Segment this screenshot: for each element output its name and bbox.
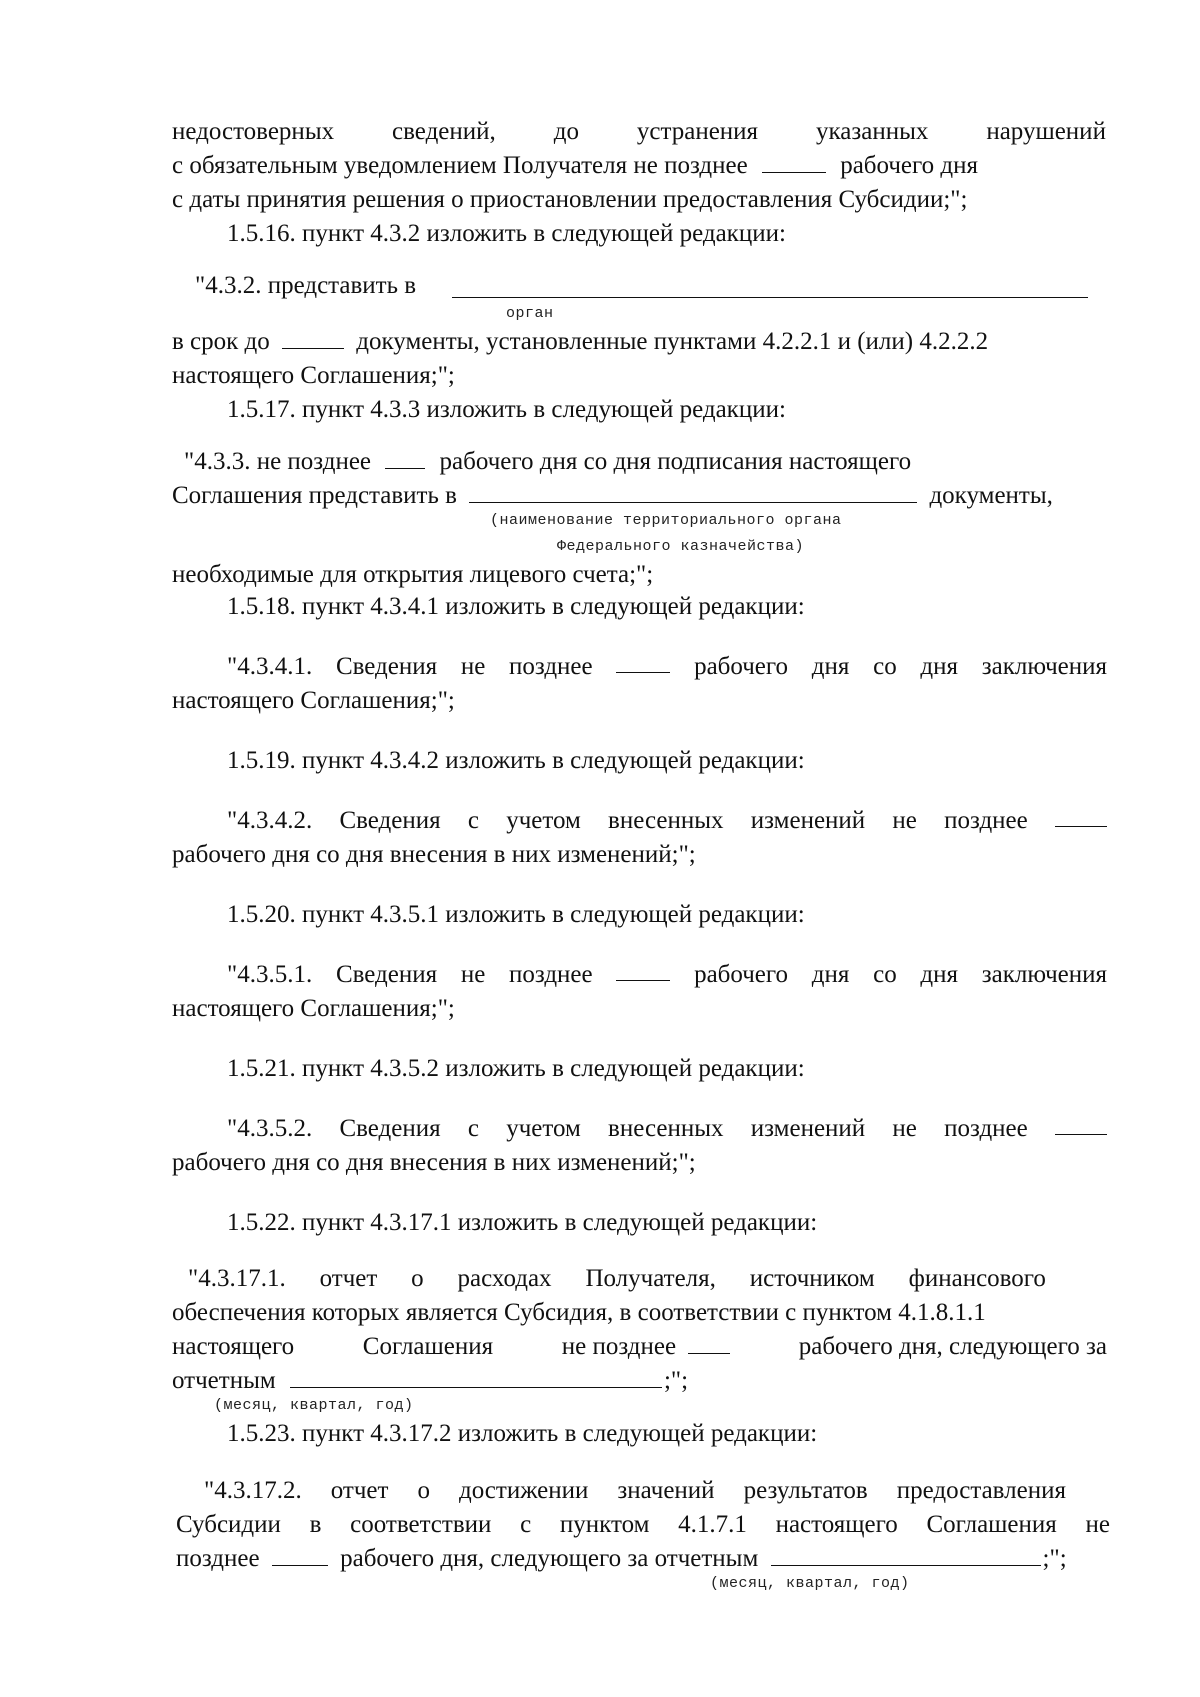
word: о (417, 1477, 430, 1504)
word: пунктом (559, 1511, 650, 1538)
blank-field (616, 960, 670, 981)
word: рабочего (694, 653, 789, 680)
text-fragment: Соглашения (362, 1333, 494, 1360)
item-1-5-21-line-1 (227, 1114, 1107, 1144)
text-fragment: рабочего дня, следующего за (798, 1333, 1107, 1360)
text-fragment: не позднее (562, 1332, 730, 1362)
word: дня (920, 961, 959, 988)
word: дня (811, 961, 850, 988)
item-1-5-23-line-2 (176, 1510, 1110, 1540)
caption-period: (месяц, квартал, год) (710, 1575, 910, 1592)
word: недостоверных (172, 118, 335, 145)
word: "4.3.5.2. (227, 1115, 313, 1142)
item-1-5-20-line-2: настоящего Соглашения;"; (172, 995, 455, 1022)
word: отчет (330, 1477, 389, 1504)
word: Сведения (335, 961, 438, 988)
item-1-5-22-heading: 1.5.22. пункт 4.3.17.1 изложить в следующей редакции: (227, 1209, 818, 1236)
item-1-5-18-line-2: настоящего Соглашения;"; (172, 687, 455, 714)
item-1-5-20-line-1 (227, 960, 1107, 990)
word: нарушений (986, 118, 1106, 145)
text-fragment: ;"; (663, 1367, 689, 1394)
word: "4.3.4.2. (227, 807, 313, 834)
blank-field (762, 152, 826, 173)
organ-blank (452, 297, 1088, 298)
item-1-5-22-line-4 (172, 1366, 688, 1396)
blank-field (1055, 806, 1107, 827)
item-1-5-17-line-1 (184, 447, 911, 477)
word: 4.1.7.1 (678, 1511, 747, 1538)
blank-field (290, 1367, 662, 1388)
text-fragment: рабочего дня (840, 152, 979, 179)
word: Сведения (335, 653, 438, 680)
word: расходах (457, 1265, 552, 1292)
text-fragment: рабочего дня, следующего за отчетным (340, 1545, 759, 1572)
word: заключения (981, 653, 1107, 680)
text-fragment: документы, установленные пунктами 4.2.2.1 и (или) 4.2.2.2 (356, 328, 989, 355)
word: "4.3.17.2. (204, 1477, 302, 1504)
word: "4.3.4.1. (227, 653, 313, 680)
blank-field (282, 328, 344, 349)
blank-field (616, 652, 670, 673)
word: результатов (743, 1477, 868, 1504)
word: заключения (981, 961, 1107, 988)
item-1-5-19-line-2: рабочего дня со дня внесения в них изменений;"; (172, 841, 696, 868)
item-1-5-22-line-3 (172, 1332, 1107, 1362)
word: "4.3.17.1. (188, 1265, 286, 1292)
word: источником (749, 1265, 875, 1292)
blank-field (771, 1545, 1041, 1566)
word: указанных (815, 118, 929, 145)
word: финансового (908, 1265, 1046, 1292)
text-fragment: "4.3.3. не позднее (184, 448, 372, 475)
item-1-5-16-line-1: "4.3.2. представить в (195, 272, 417, 299)
item-1-5-20-heading: 1.5.20. пункт 4.3.5.1 изложить в следующей редакции: (227, 901, 805, 928)
text-fragment: позднее (176, 1545, 260, 1572)
word: до (553, 118, 579, 145)
word: сведений, (392, 118, 496, 145)
word: не (460, 653, 486, 680)
word: внесенных (608, 1115, 724, 1142)
intro-line-1 (172, 117, 1106, 147)
word: настоящего (775, 1511, 898, 1538)
item-1-5-18-heading: 1.5.18. пункт 4.3.4.1 изложить в следующей редакции: (227, 593, 805, 620)
word: изменений (750, 1115, 866, 1142)
intro-line-2 (172, 151, 978, 181)
item-1-5-22-line-2: обеспечения которых является Субсидия, в соответствии с пунктом 4.1.8.1.1 (172, 1299, 986, 1326)
word: Сведения (339, 807, 441, 834)
word: изменений (750, 807, 866, 834)
word: достижении (458, 1477, 589, 1504)
item-1-5-22-line-1 (188, 1264, 1046, 1294)
item-1-5-17-heading: 1.5.17. пункт 4.3.3 изложить в следующей редакции: (227, 396, 786, 423)
caption-organ: орган (506, 305, 554, 322)
item-1-5-19-heading: 1.5.19. пункт 4.3.4.2 изложить в следующей редакции: (227, 747, 805, 774)
blank-field (272, 1545, 328, 1566)
item-1-5-23-line-3 (176, 1544, 1067, 1574)
item-1-5-16-line-2 (172, 327, 988, 357)
text-fragment: настоящего (172, 1333, 295, 1360)
text-fragment: отчетным (172, 1367, 276, 1394)
word: не (892, 1115, 917, 1142)
word: со (873, 653, 897, 680)
word: учетом (506, 807, 581, 834)
word: дня (811, 653, 850, 680)
word: с (520, 1511, 532, 1538)
word: дня (920, 653, 959, 680)
word: значений (617, 1477, 715, 1504)
word: в (309, 1511, 322, 1538)
word: рабочего (694, 961, 789, 988)
text-fragment: Соглашения представить в (172, 482, 457, 509)
word: не (892, 807, 917, 834)
word: внесенных (608, 807, 724, 834)
intro-line-3: с даты принятия решения о приостановлении предоставления Субсидии;"; (172, 186, 968, 213)
item-1-5-16-heading: 1.5.16. пункт 4.3.2 изложить в следующей редакции: (227, 220, 786, 247)
text-fragment: с обязательным уведомлением Получателя не позднее (172, 152, 748, 179)
word: Сведения (339, 1115, 441, 1142)
item-1-5-21-line-2: рабочего дня со дня внесения в них изменений;"; (172, 1149, 696, 1176)
word: со (873, 961, 897, 988)
item-1-5-23-line-1 (204, 1476, 1066, 1506)
word: соответствии (350, 1511, 492, 1538)
word: Получателя, (585, 1265, 716, 1292)
word: с (467, 1115, 479, 1142)
word: устранения (636, 118, 759, 145)
word: Субсидии (176, 1511, 281, 1538)
word: предоставления (896, 1477, 1066, 1504)
item-1-5-23-heading: 1.5.23. пункт 4.3.17.2 изложить в следующей редакции: (227, 1420, 818, 1447)
text-fragment: документы, (929, 482, 1053, 509)
caption-treasury-2: Федерального казначейства) (557, 538, 805, 555)
word: позднее (944, 807, 1028, 834)
word: отчет (319, 1265, 378, 1292)
blank-field (1055, 1114, 1107, 1135)
blank-field (385, 448, 425, 469)
word: учетом (506, 1115, 581, 1142)
word: Соглашения (926, 1511, 1057, 1538)
caption-treasury-1: (наименование территориального органа (490, 512, 842, 529)
word: позднее (509, 653, 593, 680)
word: "4.3.5.1. (227, 961, 313, 988)
caption-period: (месяц, квартал, год) (214, 1397, 414, 1414)
item-1-5-17-line-2 (172, 481, 1053, 511)
word: позднее (509, 961, 593, 988)
text-fragment: в срок до (172, 328, 270, 355)
item-1-5-21-heading: 1.5.21. пункт 4.3.5.2 изложить в следующей редакции: (227, 1055, 805, 1082)
item-1-5-16-line-3: настоящего Соглашения;"; (172, 362, 455, 389)
word: с (467, 807, 479, 834)
text-fragment: ;"; (1042, 1545, 1067, 1572)
blank-field (688, 1333, 730, 1354)
word: не (1085, 1511, 1110, 1538)
blank-field (469, 482, 917, 503)
text-fragment: рабочего дня со дня подписания настоящего (439, 448, 912, 475)
word: не (460, 961, 486, 988)
item-1-5-17-line-3: необходимые для открытия лицевого счета;"; (172, 561, 654, 588)
word: позднее (944, 1115, 1028, 1142)
item-1-5-19-line-1 (227, 806, 1107, 836)
item-1-5-18-line-1 (227, 652, 1107, 682)
word: о (411, 1265, 424, 1292)
